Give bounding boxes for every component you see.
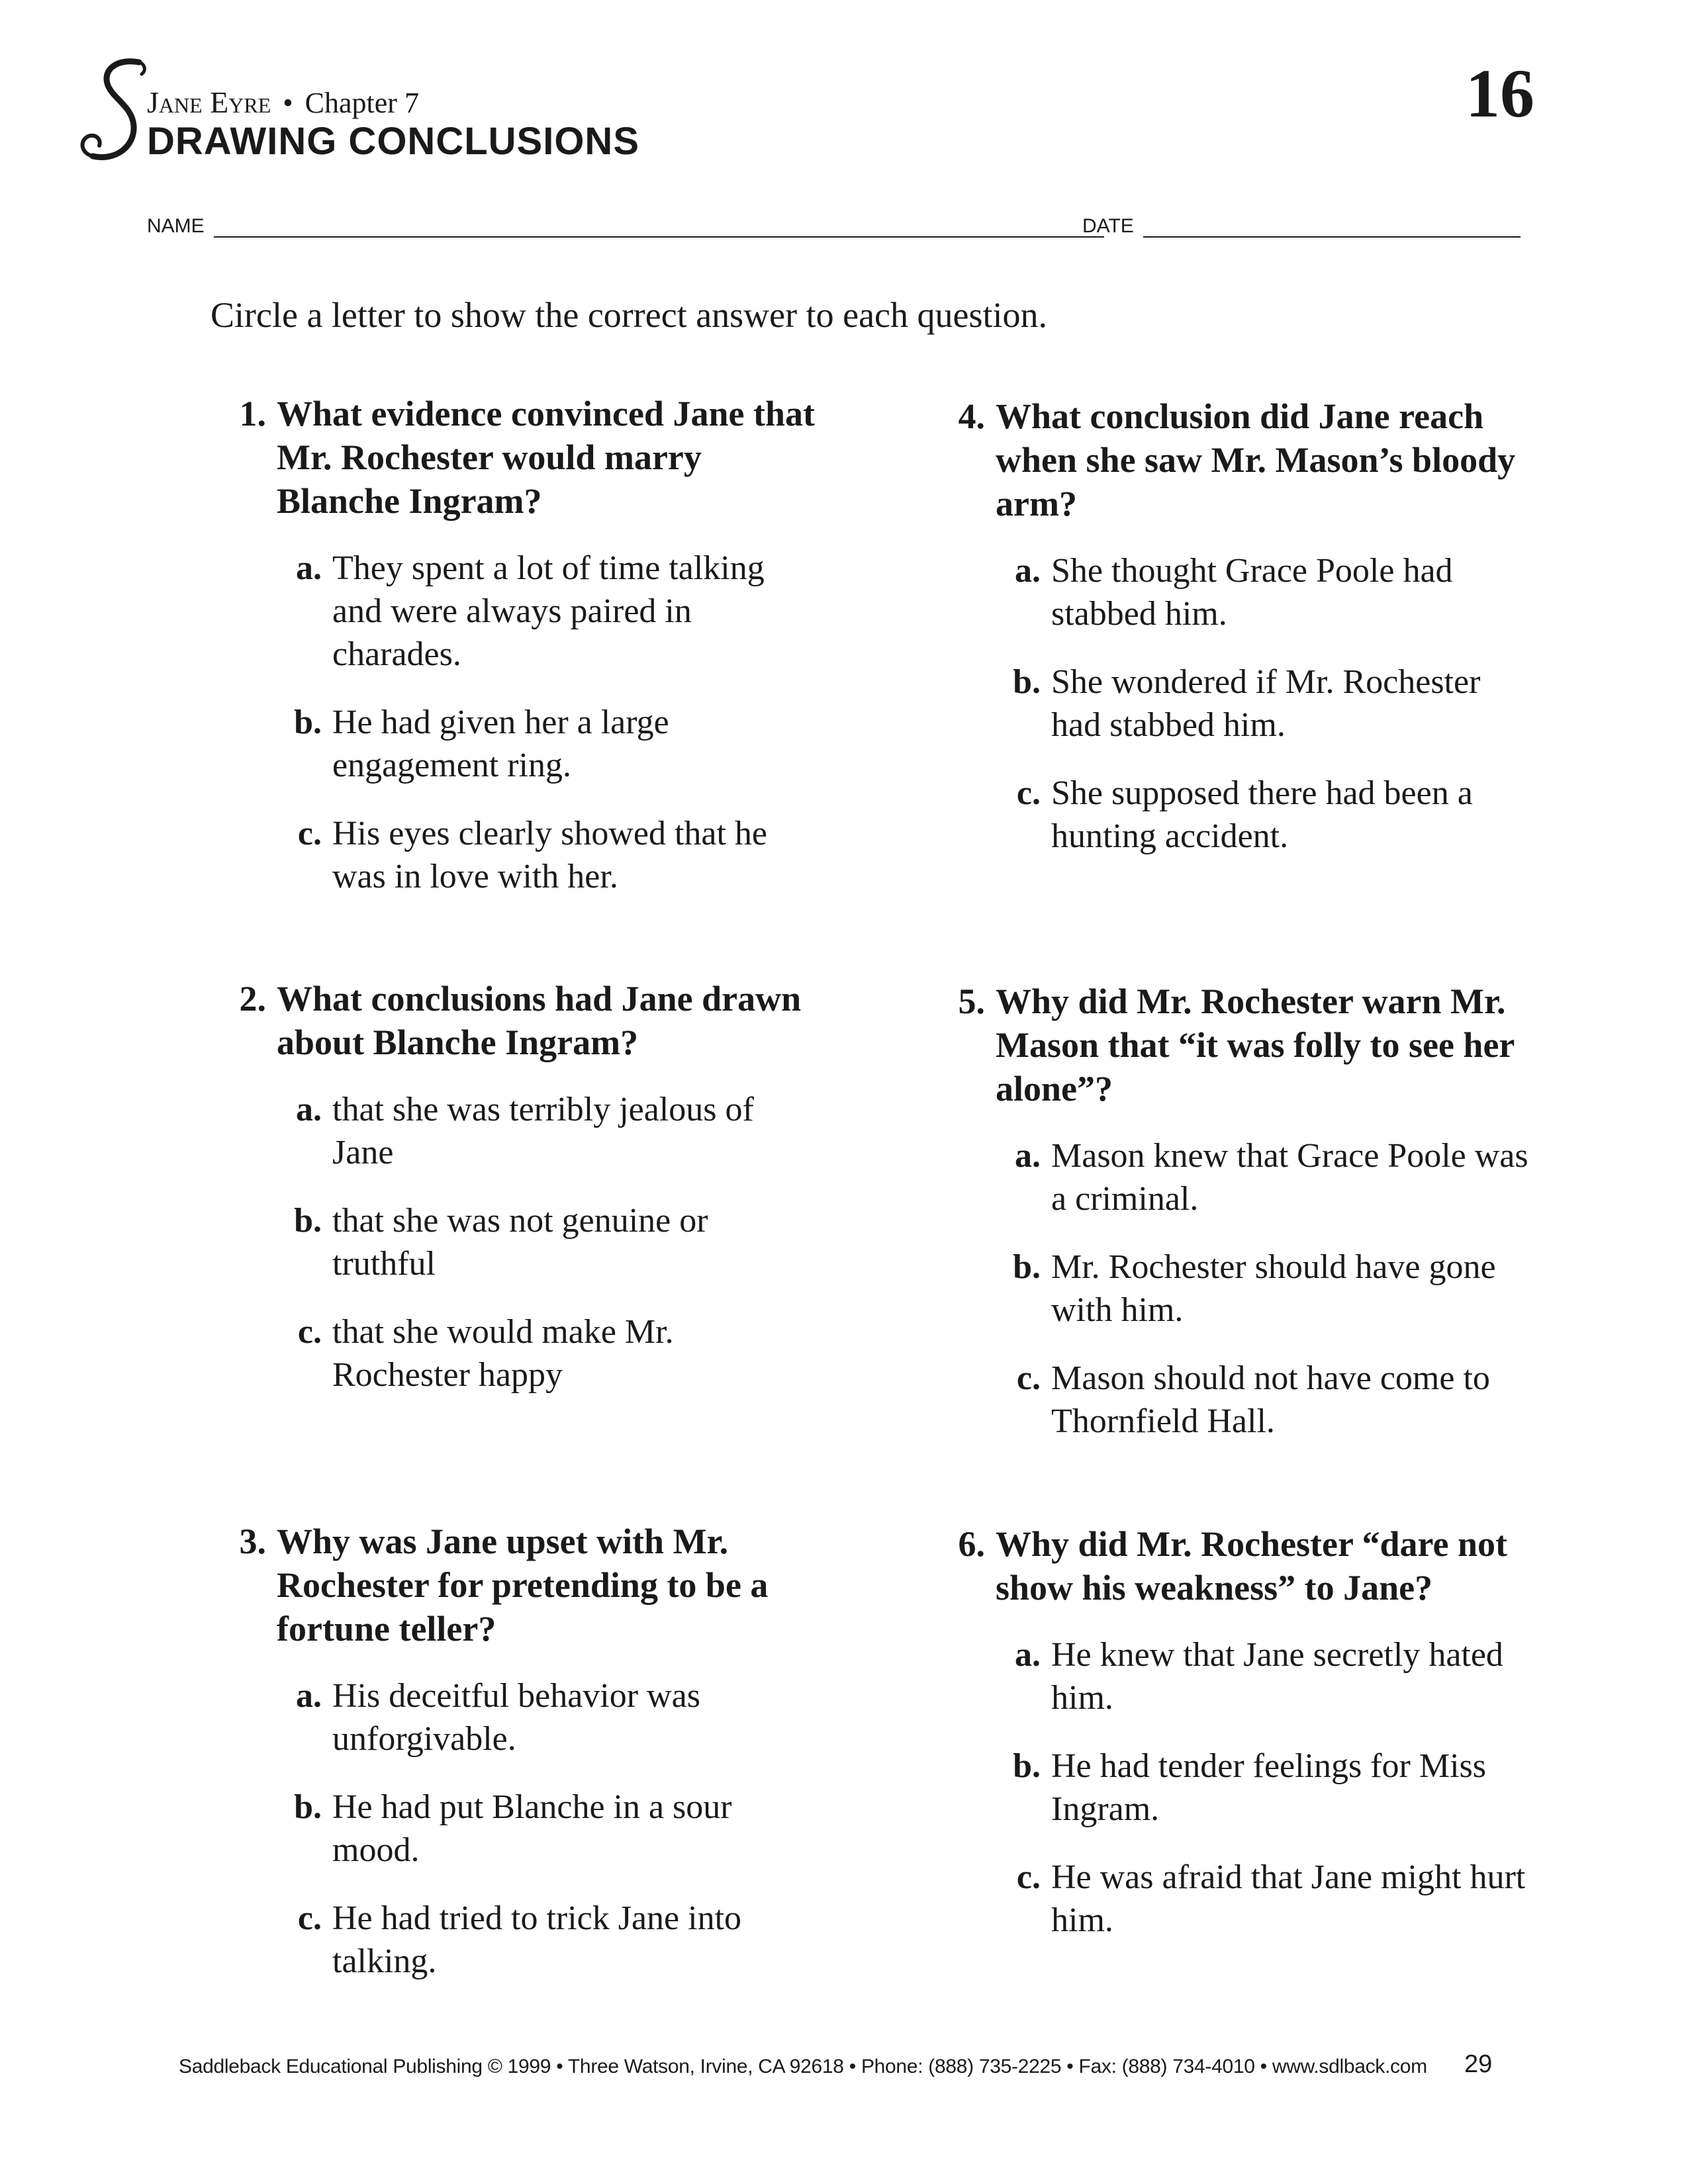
choice-letter[interactable]: b. <box>294 1788 322 1826</box>
choice-text: He was afraid that Jane might hurt him. <box>1051 1858 1526 1939</box>
question-text: Why did Mr. Rochester “dare not show his weakness” to Jane? <box>996 1524 1508 1608</box>
choice-letter[interactable]: b. <box>294 1202 322 1240</box>
footer-publisher: Saddleback Educational Publishing © 1999 • Three Watson, Irvine, CA 92618 • Phone: (888) 735-2225 • Fax: (888) 734-4010 • www.sdlback.com <box>179 2056 1427 2077</box>
answer-choice-c[interactable] <box>211 812 820 898</box>
separator-dot: • <box>283 87 293 119</box>
answer-choice-b[interactable] <box>929 660 1538 747</box>
choice-text: His deceitful behavior was unforgivable. <box>332 1677 700 1758</box>
answer-choice-c[interactable] <box>211 1897 820 1983</box>
answer-choice-c[interactable] <box>211 1310 820 1396</box>
book-title: Jane Eyre <box>147 85 271 119</box>
choice-text: He had given her a large engagement ring. <box>332 704 669 784</box>
question-3 <box>211 1520 820 1983</box>
choice-letter[interactable]: b. <box>294 704 322 741</box>
instructions: Circle a letter to show the correct answer to each question. <box>211 295 1048 335</box>
date-field[interactable] <box>1082 215 1521 238</box>
choice-text: He had put Blanche in a sour mood. <box>332 1788 732 1869</box>
choice-text: He had tried to trick Jane into talking. <box>332 1899 742 1980</box>
date-label: DATE <box>1082 215 1134 237</box>
answer-choice-c[interactable] <box>929 1856 1538 1942</box>
choice-letter[interactable]: a. <box>1015 1137 1041 1175</box>
answer-choice-a[interactable] <box>211 1674 820 1760</box>
choice-letter[interactable]: c. <box>297 815 322 852</box>
question-text: What evidence convinced Jane that Mr. Rochester would marry Blanche Ingram? <box>277 394 815 521</box>
question-number: 5. <box>958 981 985 1021</box>
choice-letter[interactable]: c. <box>1016 1858 1041 1896</box>
question-number: 6. <box>958 1524 985 1564</box>
choice-text: Mason knew that Grace Poole was a criminal. <box>1051 1137 1528 1218</box>
question-2 <box>211 977 820 1396</box>
date-blank-line[interactable] <box>1143 218 1521 238</box>
answer-choice-c[interactable] <box>929 1357 1538 1443</box>
choice-text: He had tender feelings for Miss Ingram. <box>1051 1747 1487 1828</box>
choice-letter[interactable]: a. <box>296 1091 322 1128</box>
choice-letter[interactable]: c. <box>297 1313 322 1351</box>
worksheet-number: 16 <box>1466 56 1534 132</box>
answer-choice-b[interactable] <box>211 701 820 787</box>
choice-letter[interactable]: b. <box>1013 663 1041 701</box>
choice-letter[interactable]: c. <box>297 1899 322 1937</box>
answer-choice-a[interactable] <box>211 1088 820 1174</box>
choice-letter[interactable]: c. <box>1016 774 1041 812</box>
answer-choice-a[interactable] <box>211 547 820 676</box>
choice-letter[interactable]: b. <box>1013 1747 1041 1785</box>
page-number: 29 <box>1464 2050 1493 2078</box>
answer-choice-c[interactable] <box>929 772 1538 858</box>
choice-text: Mason should not have come to Thornfield Hall. <box>1051 1359 1490 1440</box>
answer-choice-b[interactable] <box>211 1786 820 1872</box>
choice-letter[interactable]: b. <box>1013 1248 1041 1286</box>
choice-text: She wondered if Mr. Rochester had stabbed him. <box>1051 663 1481 744</box>
choice-text: His eyes clearly showed that he was in love with her. <box>332 815 768 895</box>
question-text: Why did Mr. Rochester warn Mr. Mason that “it was folly to see her alone”? <box>996 981 1515 1109</box>
answer-choice-b[interactable] <box>929 1745 1538 1831</box>
question-6 <box>929 1522 1538 1942</box>
question-number: 1. <box>239 394 266 433</box>
question-number: 2. <box>239 979 266 1019</box>
answer-choice-a[interactable] <box>929 1134 1538 1220</box>
answer-choice-a[interactable] <box>929 549 1538 635</box>
choice-text: She supposed there had been a hunting accident. <box>1051 774 1473 855</box>
question-text: Why was Jane upset with Mr. Rochester for pretending to be a fortune teller? <box>277 1522 769 1649</box>
name-field[interactable] <box>147 215 1104 238</box>
choice-letter[interactable]: a. <box>1015 552 1041 590</box>
question-4 <box>929 394 1538 858</box>
choice-text: He knew that Jane secretly hated him. <box>1051 1636 1503 1717</box>
choice-letter[interactable]: a. <box>296 549 322 587</box>
question-5 <box>929 979 1538 1443</box>
choice-text: She thought Grace Poole had stabbed him. <box>1051 552 1453 633</box>
series-line <box>147 85 419 120</box>
answer-choice-b[interactable] <box>929 1246 1538 1332</box>
choice-letter[interactable]: a. <box>1015 1636 1041 1674</box>
saddleback-logo-icon <box>78 57 151 169</box>
choice-text: Mr. Rochester should have gone with him. <box>1051 1248 1496 1329</box>
answer-choice-b[interactable] <box>211 1199 820 1285</box>
choice-letter[interactable]: c. <box>1016 1359 1041 1397</box>
answer-choice-a[interactable] <box>929 1633 1538 1719</box>
choice-text: They spent a lot of time talking and were always paired in charades. <box>332 549 765 673</box>
name-blank-line[interactable] <box>214 218 1104 238</box>
question-text: What conclusion did Jane reach when she saw Mr. Mason’s bloody arm? <box>996 396 1516 523</box>
choice-text: that she was not genuine or truthful <box>332 1202 708 1283</box>
question-text: What conclusions had Jane drawn about Blanche Ingram? <box>277 979 802 1062</box>
worksheet-title: DRAWING CONCLUSIONS <box>147 120 639 163</box>
choice-letter[interactable]: a. <box>296 1677 322 1715</box>
name-label: NAME <box>147 215 205 237</box>
question-1 <box>211 392 820 898</box>
question-number: 3. <box>239 1522 266 1561</box>
choice-text: that she would make Mr. Rochester happy <box>332 1313 674 1394</box>
question-number: 4. <box>958 396 985 436</box>
choice-text: that she was terribly jealous of Jane <box>332 1091 754 1171</box>
chapter-label: Chapter 7 <box>305 87 419 119</box>
